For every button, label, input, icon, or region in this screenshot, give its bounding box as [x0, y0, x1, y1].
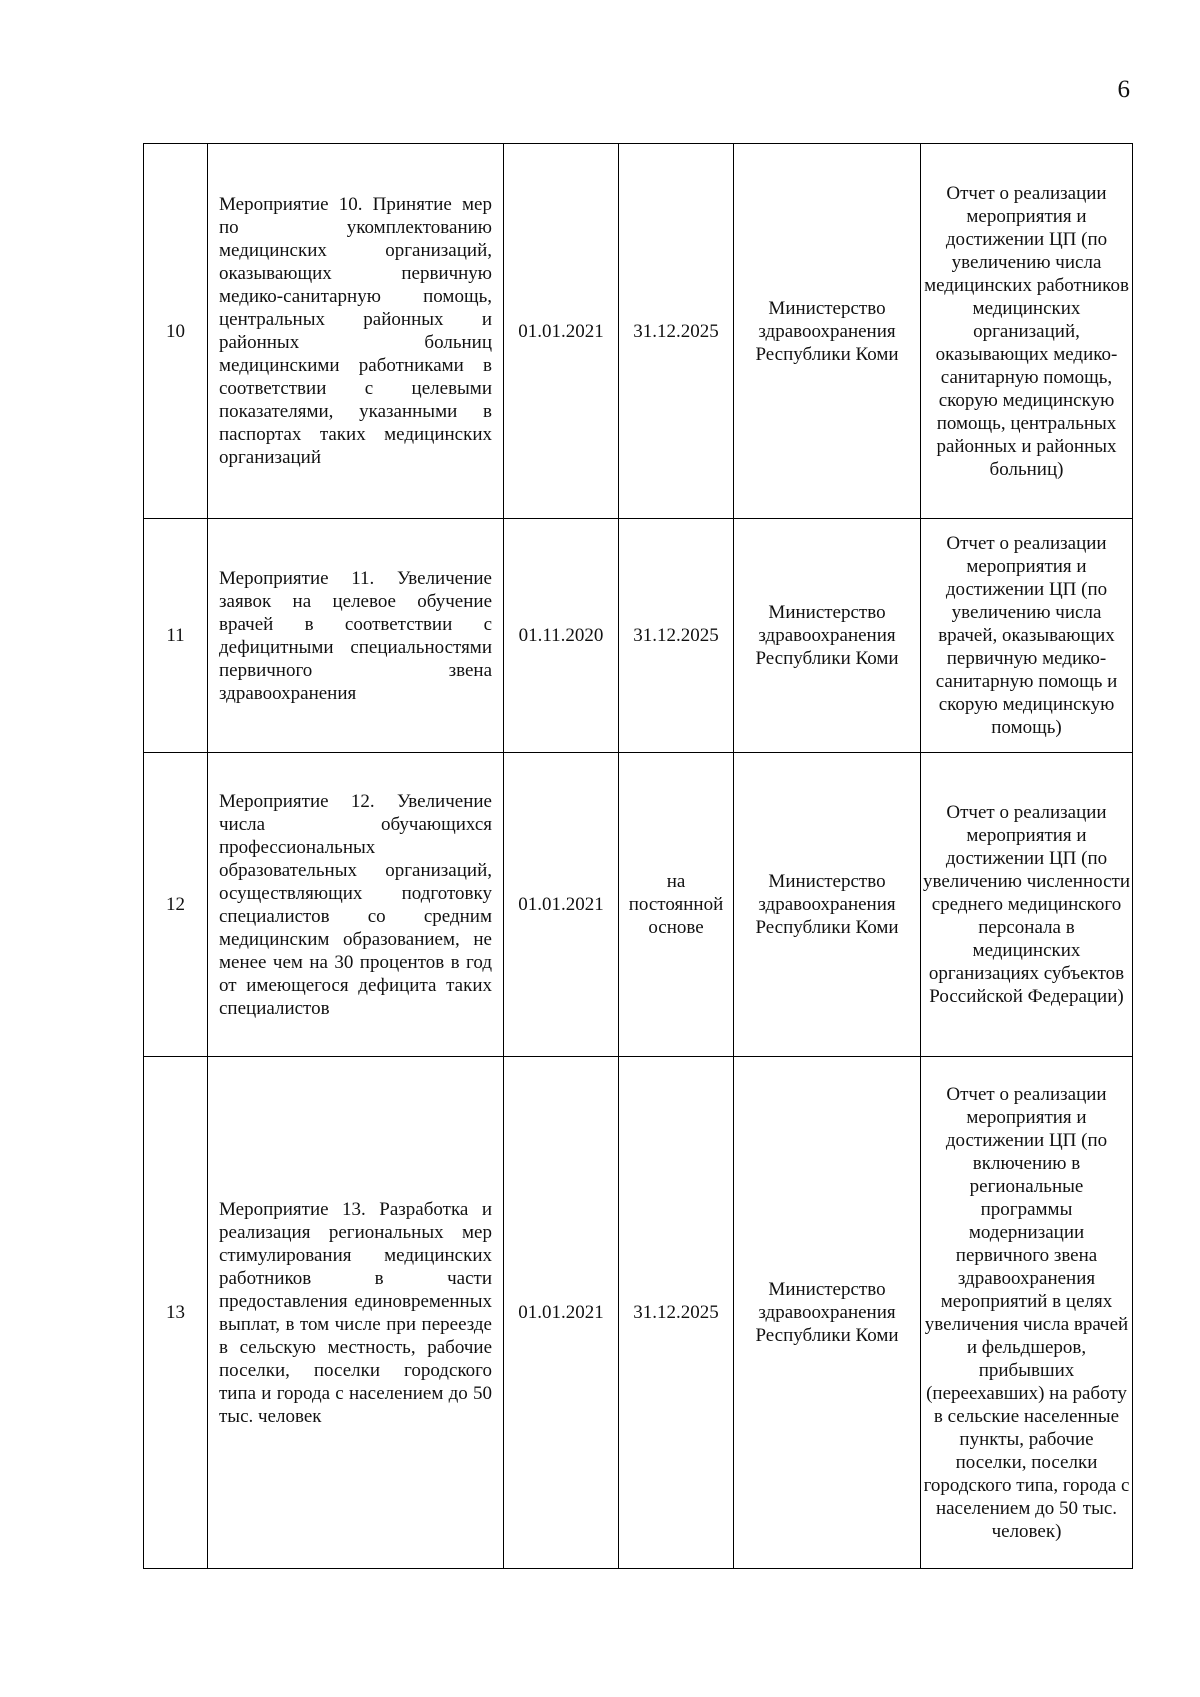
measure-name [208, 144, 504, 519]
table-row [144, 144, 1133, 519]
start-date: 01.01.2021 [504, 1057, 619, 1569]
measure-name-text: Мероприятие 11. Увеличение заявок на целевое обучение врачей в соответствии с дефицитными специальностями первичного звена здравоохранения [219, 567, 492, 704]
expected-result [921, 753, 1133, 1057]
executor: Министерство здравоохранения Республики Коми [734, 144, 921, 519]
start-date: 01.11.2020 [504, 519, 619, 753]
expected-result [921, 519, 1133, 753]
table-row [144, 753, 1133, 1057]
end-date: на постоянной основе [619, 753, 734, 1057]
row-number: 12 [144, 753, 208, 1057]
measure-name-text: Мероприятие 13. Разработка и реализация региональных мер стимулирования медицинских работников в части предоставления единовременных выплат, в том числе при переезде в сельскую местность, рабочие поселки, поселки городского типа и города с населением до 50 тыс. человек [219, 1198, 492, 1427]
table-row [144, 519, 1133, 753]
measure-name [208, 519, 504, 753]
executor: Министерство здравоохранения Республики Коми [734, 753, 921, 1057]
expected-result-text: Отчет о реализации мероприятия и достижении ЦП (по увеличению численности среднего медицинского персонала в медицинских организациях субъектов Российской Федерации) [923, 802, 1130, 1007]
expected-result [921, 144, 1133, 519]
end-date: 31.12.2025 [619, 1057, 734, 1569]
measure-name [208, 753, 504, 1057]
measure-name-text: Мероприятие 10. Принятие мер по укомплектованию медицинских организаций, оказывающих первичную медико-санитарную помощь, центральных районных и районных больниц медицинскими работниками в соответствии с целевыми показателями, указанными в паспортах таких медицинских организаций [219, 194, 492, 468]
expected-result-text: Отчет о реализации мероприятия и достижении ЦП (по увеличению числа врачей, оказывающих первичную медико-санитарную помощь и скорую медицинскую помощь) [935, 533, 1118, 738]
end-date: 31.12.2025 [619, 519, 734, 753]
row-number: 10 [144, 144, 208, 519]
row-number: 11 [144, 519, 208, 753]
expected-result-text: Отчет о реализации мероприятия и достижении ЦП (по увеличению числа медицинских работников медицинских организаций, оказывающих медико-санитарную помощь, скорую медицинскую помощь, центральных районных и районных больниц) [924, 182, 1129, 480]
measure-name-text: Мероприятие 12. Увеличение числа обучающихся профессиональных образовательных организаций, осуществляющих подготовку специалистов со средним медицинским образованием, не менее чем на 30 процентов в год от имеющегося дефицита таких специалистов [219, 790, 492, 1019]
expected-result-text: Отчет о реализации мероприятия и достижении ЦП (по включению в региональные программы модернизации первичного звена здравоохранения мероприятий в целях увеличения числа врачей и фельдшеров, прибывших (переехавших) на работу в сельские населенные пункты, рабочие поселки, поселки городского типа, города с населением до 50 тыс. человек) [923, 1083, 1130, 1542]
start-date: 01.01.2021 [504, 144, 619, 519]
measures-table [143, 143, 1133, 1569]
expected-result [921, 1057, 1133, 1569]
start-date: 01.01.2021 [504, 753, 619, 1057]
end-date: 31.12.2025 [619, 144, 734, 519]
row-number: 13 [144, 1057, 208, 1569]
table-row [144, 1057, 1133, 1569]
executor: Министерство здравоохранения Республики Коми [734, 1057, 921, 1569]
executor: Министерство здравоохранения Республики Коми [734, 519, 921, 753]
measure-name [208, 1057, 504, 1569]
page-number: 6 [1117, 76, 1130, 103]
